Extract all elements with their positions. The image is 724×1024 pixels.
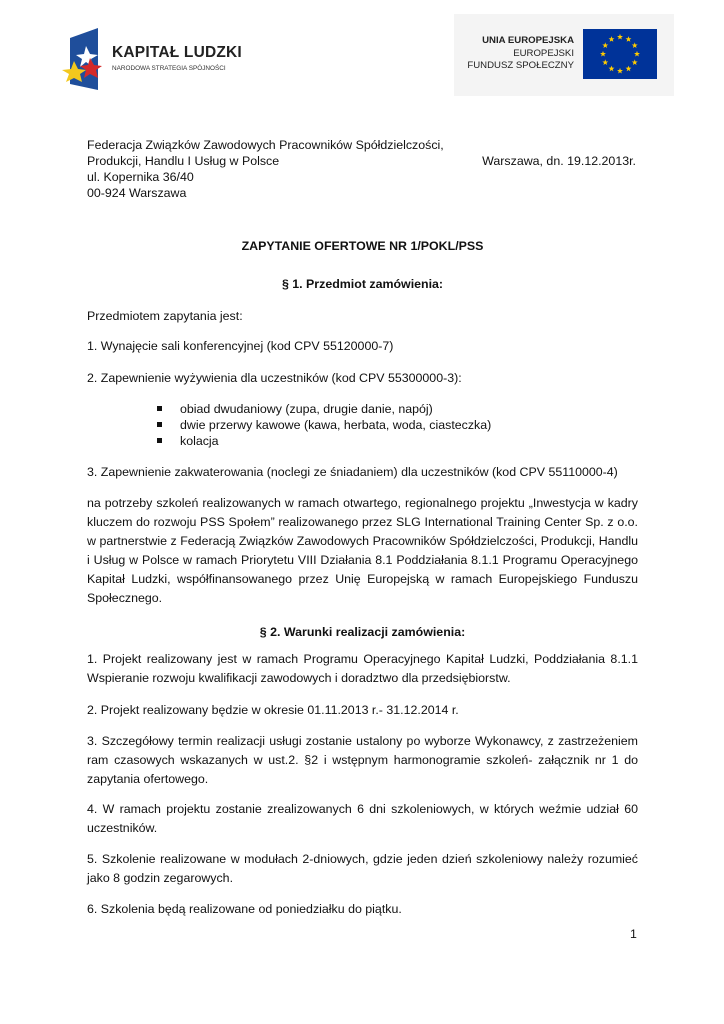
page-number: 1: [630, 927, 637, 941]
section-1-item: 1. Wynajęcie sali konferencyjnej (kod CPV 55120000-7): [87, 339, 394, 353]
bullet-square-icon: [157, 422, 162, 427]
eu-logo: [454, 14, 674, 96]
section-1-heading: § 1. Przedmiot zamówienia:: [281, 277, 444, 291]
bullet-square-icon: [157, 406, 162, 411]
address-line: Produkcji, Handlu I Usług w Polsce: [87, 154, 280, 168]
place-date: Warszawa, dn. 19.12.2013r.: [482, 154, 636, 168]
section-1-paragraph: na potrzeby szkoleń realizowanych w ramach otwartego, regionalnego projektu „Inwestycja w kadry kluczem do rozwoju PSS Społem” realizowanego przez SLG International Training Center Sp. z o.o. w partnerstwie z Federacją Związków Zawodowych Pracowników Spółdzielczości, Produkcji, Handlu i Usług w Polsce w ramach Priorytetu VIII Działania 8.1 Poddziałania 8.1.1 Programu Operacyjnego Kapitał Ludzki, współfinansowanego przez Unię Europejską w ramach Europejskiego Funduszu Społecznego.: [87, 496, 638, 605]
logo-title: KAPITAŁ LUDZKI: [112, 44, 242, 61]
section-1-intro: Przedmiotem zapytania jest:: [87, 309, 243, 323]
eu-flag-icon: [583, 29, 657, 79]
section-2-item: 4. W ramach projektu zostanie zrealizowanych 6 dni szkoleniowych, w których weźmie udział 60 uczestników.: [87, 802, 638, 835]
section-1-item: 2. Zapewnienie wyżywienia dla uczestników (kod CPV 55300000-3):: [87, 371, 462, 385]
kapital-ludzki-emblem-icon: [60, 28, 105, 90]
document-title: ZAPYTANIE OFERTOWE NR 1/POKL/PSS: [241, 239, 484, 253]
bullet-text: dwie przerwy kawowe (kawa, herbata, woda, ciasteczka): [180, 418, 492, 432]
eu-logo-line1: UNIA EUROPEJSKA: [482, 35, 574, 46]
bullet-text: kolacja: [180, 434, 219, 448]
eu-logo-line2: EUROPEJSKI: [513, 48, 574, 59]
bullet-square-icon: [157, 438, 162, 443]
address-line: Federacja Związków Zawodowych Pracowników Spółdzielczości,: [87, 138, 444, 152]
section-2-item: 1. Projekt realizowany jest w ramach Programu Operacyjnego Kapitał Ludzki, Poddziałania 8.1.1 Wspieranie rozwoju kwalifikacji zawodowych i doradztwo dla przedsiębiorstw.: [87, 652, 638, 685]
logo-subtitle: NARODOWA STRATEGIA SPÓJNOŚCI: [112, 65, 226, 72]
eu-logo-line3: FUNDUSZ SPOŁECZNY: [467, 60, 574, 71]
address-line: ul. Kopernika 36/40: [87, 170, 194, 184]
section-2-item: 5. Szkolenie realizowane w modułach 2-dniowych, gdzie jeden dzień szkoleniowy należy rozumieć jako 8 godzin zegarowych.: [87, 852, 638, 885]
section-2-item: 6. Szkolenia będą realizowane od poniedziałku do piątku.: [87, 902, 402, 916]
section-1-item: 3. Zapewnienie zakwaterowania (noclegi ze śniadaniem) dla uczestników (kod CPV 55110000-4): [87, 465, 618, 479]
kapital-ludzki-logo: [60, 28, 260, 90]
section-2-item: 2. Projekt realizowany będzie w okresie 01.11.2013 r.- 31.12.2014 r.: [87, 703, 459, 717]
address-line: 00-924 Warszawa: [87, 186, 187, 200]
section-2-item: 3. Szczegółowy termin realizacji usługi zostanie ustalony po wyborze Wykonawcy, z zastrzeżeniem ram czasowych wskazanych w ust.2. §2 i wstępnym harmonogramie szkoleń- załącznik nr 1 do zapytania ofertowego.: [87, 734, 638, 786]
bullet-text: obiad dwudaniowy (zupa, drugie danie, napój): [180, 402, 433, 416]
section-2-heading: § 2. Warunki realizacji zamówienia:: [259, 625, 466, 639]
